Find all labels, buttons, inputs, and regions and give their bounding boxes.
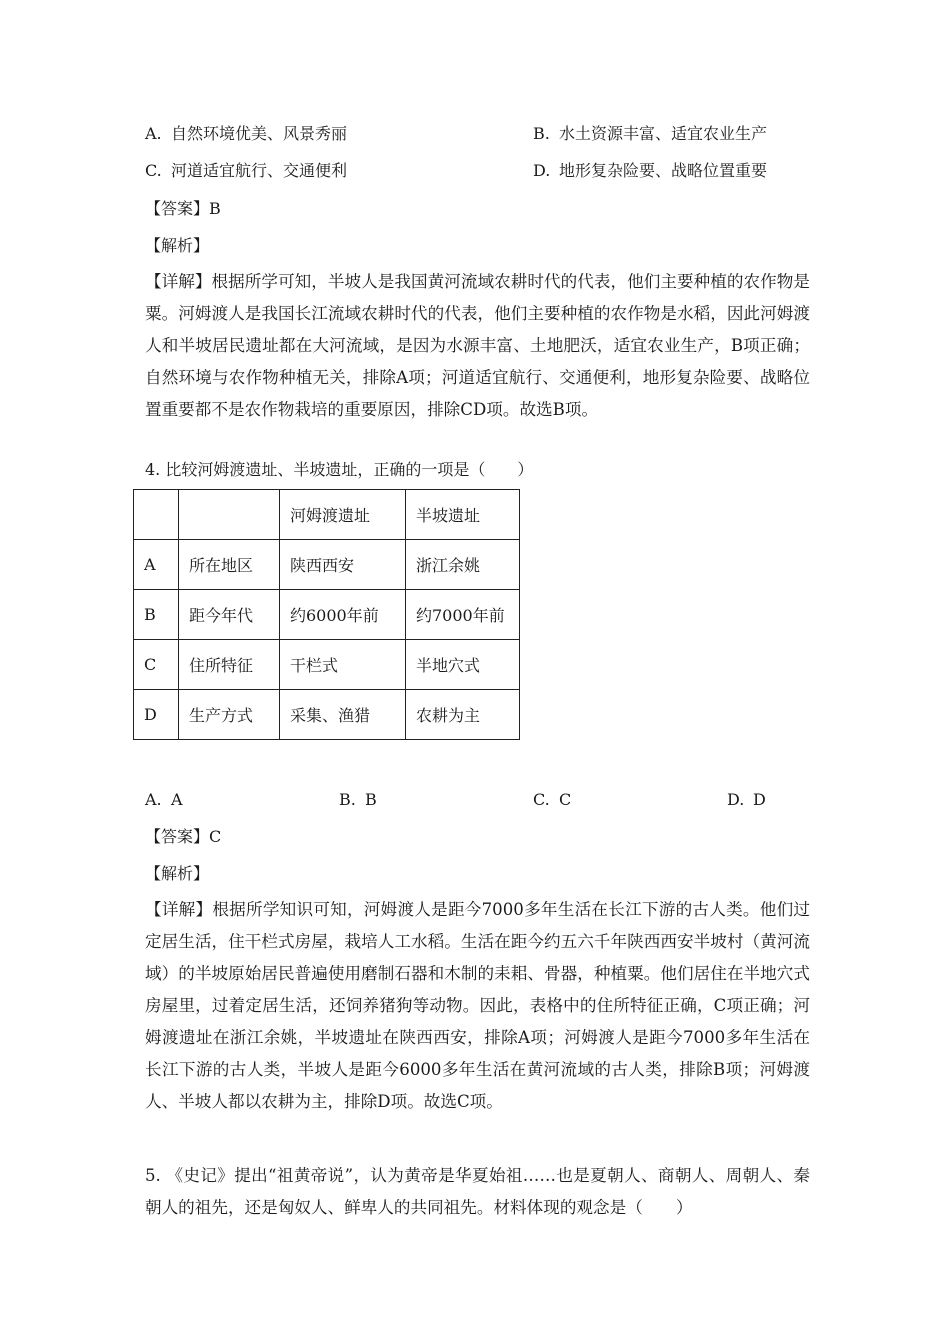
table-cell: 住所特征 [179, 640, 280, 690]
option-label: B. [339, 790, 356, 809]
option-text: C [559, 790, 572, 809]
option-label: A. [145, 124, 162, 143]
table-row [134, 540, 520, 590]
q3-option-c [145, 161, 347, 181]
table-cell: 生产方式 [179, 690, 280, 740]
table-cell: D [134, 690, 179, 740]
table-cell: 约6000年前 [280, 590, 406, 640]
option-text: 自然环境优美、风景秀丽 [171, 124, 348, 143]
q4-option-a [145, 790, 183, 810]
table-cell: 农耕为主 [406, 690, 520, 740]
table-cell: A [134, 540, 179, 590]
table-header-cell: 半坡遗址 [406, 490, 520, 540]
table-row [134, 640, 520, 690]
table-header-row [134, 490, 520, 540]
table-cell: 所在地区 [179, 540, 280, 590]
q4-detail: 【详解】根据所学知识可知，河姆渡人是距今7000多年生活在长江下游的古人类。他们过定居生活，住干栏式房屋，栽培人工水稻。生活在距今约五六千年陕西西安半坡村（黄河流域）的半坡原始居民普遍使用磨制石器和木制的耒耜、骨器，种植粟。他们居住在半地穴式房屋里，过着定居生活，还饲养猪狗等动物。因此，表格中的住所特征正确，C项正确；河姆渡遗址在浙江余姚，半坡遗址在陕西西安，排除A项；河姆渡人是距今7000多年生活在长江下游的古人类，半坡人是距今6000多年生活在黄河流域的古人类，排除B项；河姆渡人、半坡人都以农耕为主，排除D项。故选C项。 [145, 900, 810, 1111]
comparison-table [133, 489, 520, 740]
q4-option-c [533, 790, 571, 810]
option-label: B. [533, 124, 550, 143]
table-cell: 干栏式 [280, 640, 406, 690]
q5-stem: 5. 《史记》提出“祖黄帝说”，认为黄帝是华夏始祖……也是夏朝人、商朝人、周朝人、秦朝人的祖先，还是匈奴人、鲜卑人的共同祖先。材料体现的观念是（ ） [145, 1166, 810, 1217]
q3-answer: 【答案】B [145, 199, 221, 218]
q3-option-b [533, 124, 767, 144]
option-text: 水土资源丰富、适宜农业生产 [559, 124, 768, 143]
table-cell: C [134, 640, 179, 690]
table-header-cell [134, 490, 179, 540]
q4-stem: 4. 比较河姆渡遗址、半坡遗址，正确的一项是（ ） [145, 460, 534, 479]
q3-option-d [533, 161, 767, 181]
q4-analysis-heading: 【解析】 [145, 864, 210, 883]
q3-analysis-heading: 【解析】 [145, 236, 210, 255]
table-row [134, 690, 520, 740]
table-cell: 采集、渔猎 [280, 690, 406, 740]
option-label: D. [533, 161, 551, 180]
option-label: D. [727, 790, 745, 809]
option-label: C. [533, 790, 550, 809]
table-cell: 浙江余姚 [406, 540, 520, 590]
table-cell: 半地穴式 [406, 640, 520, 690]
option-text: 地形复杂险要、战略位置重要 [559, 161, 768, 180]
table-header-cell [179, 490, 280, 540]
table-cell: 陕西西安 [280, 540, 406, 590]
q4-option-b [339, 790, 377, 810]
table-cell: B [134, 590, 179, 640]
option-text: D [753, 790, 766, 809]
option-label: C. [145, 161, 162, 180]
table-cell: 约7000年前 [406, 590, 520, 640]
option-label: A. [145, 790, 162, 809]
table-header-cell: 河姆渡遗址 [280, 490, 406, 540]
option-text: 河道适宜航行、交通便利 [171, 161, 348, 180]
table-cell: 距今年代 [179, 590, 280, 640]
q3-detail: 【详解】根据所学可知，半坡人是我国黄河流域农耕时代的代表，他们主要种植的农作物是粟。河姆渡人是我国长江流域农耕时代的代表，他们主要种植的农作物是水稻，因此河姆渡人和半坡居民遗址都在大河流域，是因为水源丰富、土地肥沃，适宜农业生产，B项正确；自然环境与农作物种植无关，排除A项；河道适宜航行、交通便利，地形复杂险要、战略位置重要都不是农作物栽培的重要原因，排除CD项。故选B项。 [145, 272, 810, 419]
option-text: A [171, 790, 183, 809]
q3-option-a [145, 124, 347, 144]
q4-option-d [727, 790, 766, 810]
table-row [134, 590, 520, 640]
option-text: B [365, 790, 377, 809]
q4-answer: 【答案】C [145, 827, 222, 846]
